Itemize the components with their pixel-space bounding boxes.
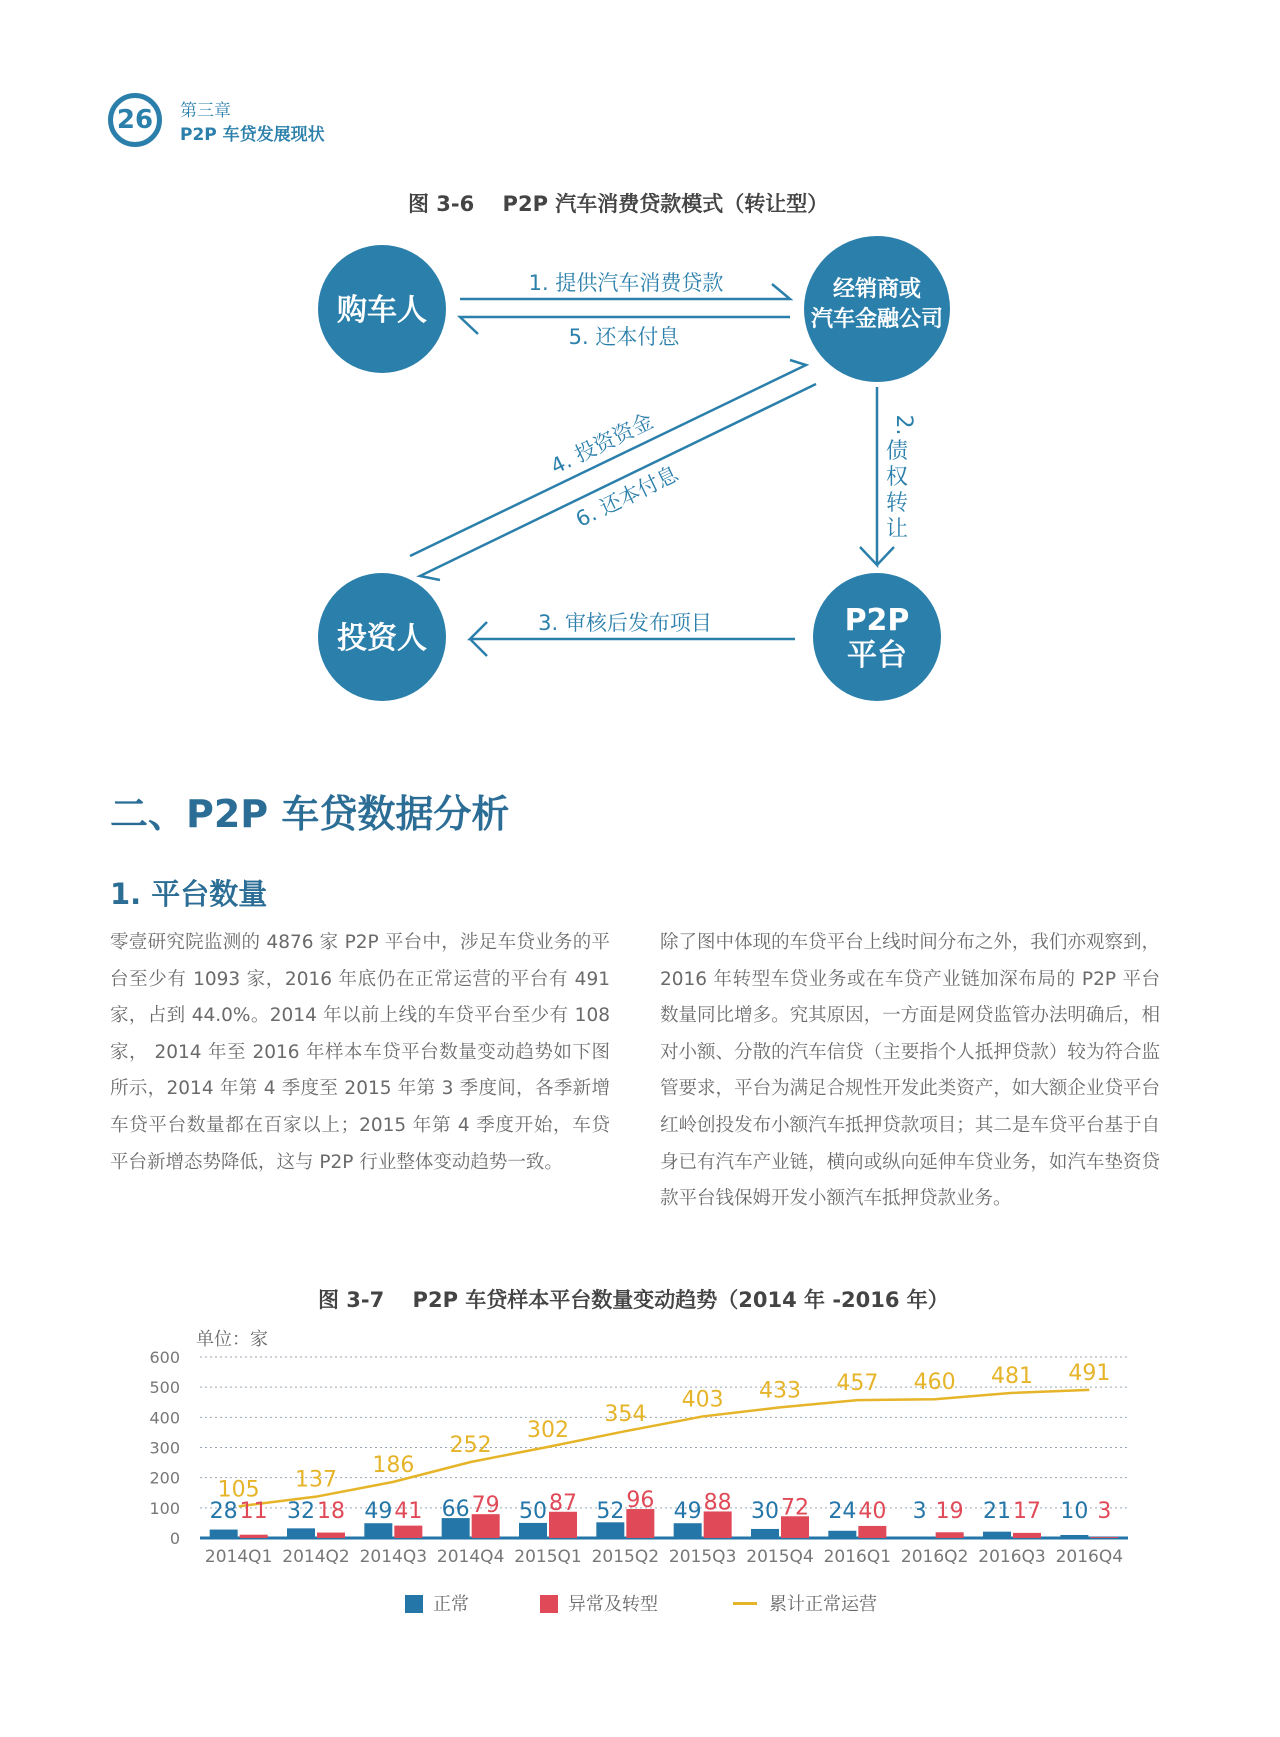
arrow-6-line [420, 384, 816, 580]
x-tick-2015Q1: 2015Q1 [514, 1547, 582, 1567]
bar-normal-2015Q2 [596, 1522, 624, 1538]
dealer-label-line1: 经销商或 [832, 277, 922, 302]
x-tick-2014Q3: 2014Q3 [359, 1547, 428, 1567]
chapter-label: 第三章 [180, 101, 231, 121]
y-tick-300: 300 [149, 1438, 180, 1458]
arrow-2-label-4: 让 [885, 517, 909, 542]
x-tick-2015Q4: 2015Q4 [746, 1547, 814, 1567]
chart-3-7 [149, 1329, 1128, 1567]
legend-item-cumulative [733, 1590, 877, 1616]
label-normal-2015Q2: 52 [596, 1499, 625, 1524]
label-cumulative-2015Q2: 354 [604, 1402, 647, 1428]
chart-y-ticks [149, 1348, 180, 1548]
chart-data-labels [210, 1361, 1112, 1524]
legend-swatch-normal [405, 1595, 423, 1613]
x-tick-2014Q2: 2014Q2 [282, 1547, 350, 1567]
bar-abnormal-2016Q1 [858, 1526, 886, 1538]
label-normal-2015Q4: 30 [751, 1499, 779, 1524]
sub-heading: 1. 平台数量 [110, 877, 268, 911]
legend-item-abnormal [540, 1590, 658, 1616]
bar-abnormal-2016Q3 [1013, 1533, 1041, 1538]
arrow-2-label-1: 债 [885, 439, 909, 464]
figure-3-7-caption: 图 3-7 P2P 车贷样本平台数量变动趋势（2014 年 -2016 年） [318, 1288, 949, 1312]
y-tick-100: 100 [149, 1498, 180, 1518]
label-cumulative-2016Q1: 457 [836, 1371, 879, 1397]
legend-label-normal: 正常 [433, 1594, 469, 1615]
bar-normal-2016Q2 [906, 1537, 934, 1538]
bar-abnormal-2014Q2 [317, 1533, 345, 1538]
arrow-3-head [470, 639, 487, 656]
bar-normal-2014Q1 [210, 1530, 238, 1538]
bar-normal-2015Q1 [519, 1523, 547, 1538]
label-normal-2016Q1: 24 [828, 1499, 857, 1524]
bar-normal-2016Q3 [983, 1532, 1011, 1538]
label-normal-2014Q2: 32 [287, 1499, 315, 1524]
x-tick-2016Q2: 2016Q2 [900, 1547, 969, 1567]
x-tick-2014Q4: 2014Q4 [436, 1547, 505, 1567]
arrow-2-label-2: 权 [885, 465, 909, 490]
bar-normal-2016Q4 [1060, 1535, 1088, 1538]
bar-abnormal-2014Q3 [394, 1526, 422, 1538]
label-abnormal-2016Q3: 17 [1013, 1499, 1041, 1524]
platform-label-line1: P2P [844, 603, 910, 638]
bar-normal-2014Q2 [287, 1528, 315, 1538]
arrow-2-line [860, 387, 877, 565]
legend-swatch-abnormal [540, 1595, 558, 1613]
y-tick-400: 400 [149, 1408, 180, 1428]
chart-x-ticks [205, 1547, 1123, 1567]
label-cumulative-2014Q4: 252 [449, 1432, 492, 1458]
chart-line [239, 1390, 1090, 1506]
x-tick-2016Q1: 2016Q1 [823, 1547, 892, 1567]
label-cumulative-2014Q1: 105 [217, 1477, 260, 1503]
y-tick-600: 600 [149, 1348, 180, 1367]
arrow-4-label: 4. 投资资金 [546, 408, 657, 479]
section-heading: 二、P2P 车贷数据分析 [110, 792, 510, 836]
label-normal-2015Q1: 50 [519, 1499, 547, 1524]
bar-abnormal-2014Q1 [240, 1535, 268, 1538]
label-cumulative-2014Q2: 137 [295, 1467, 337, 1493]
bar-normal-2014Q3 [364, 1523, 392, 1538]
label-cumulative-2015Q1: 302 [527, 1417, 569, 1443]
page-number-badge: 26 [108, 93, 162, 147]
arrow-2-label-3: 转 [885, 491, 909, 516]
label-abnormal-2016Q2: 19 [935, 1499, 964, 1524]
label-cumulative-2016Q4: 491 [1068, 1360, 1111, 1386]
y-tick-200: 200 [149, 1468, 180, 1488]
x-tick-2016Q4: 2016Q4 [1055, 1547, 1124, 1567]
label-normal-2016Q2: 3 [912, 1499, 927, 1524]
label-normal-2014Q1: 28 [209, 1499, 238, 1524]
paragraph-right: 除了图中体现的车贷平台上线时间分布之外，我们亦观察到，2016 年转型车贷业务或在车贷产业链加深布局的 P2P 平台数量同比增多。究其原因，一方面是网贷监管办法明确后，相对小额、分散的汽车信贷（主要指个人抵押贷款）较为符合监管要求，平台为满足合规性开发此类资产，如大额企业贷平台红岭创投发布小额汽车抵押贷款项目；其二是车贷平台基于自身已有汽车产业链，横向或纵向延伸车贷业务，如汽车垫资贷款平台钱保姆开发小额汽车抵押贷款业务。 [660, 932, 1160, 1210]
label-abnormal-2016Q1: 40 [858, 1499, 887, 1524]
bar-abnormal-2016Q2 [936, 1532, 964, 1538]
legend-label-cumulative: 累计正常运营 [769, 1594, 877, 1615]
x-tick-2016Q3: 2016Q3 [978, 1547, 1046, 1567]
arrow-6-label: 6. 还本付息 [571, 461, 682, 532]
label-normal-2014Q4: 66 [441, 1497, 470, 1523]
legend-swatch-cumulative [733, 1602, 757, 1605]
x-tick-2015Q3: 2015Q3 [668, 1547, 737, 1567]
label-abnormal-2014Q3: 41 [394, 1499, 423, 1524]
paragraph-left: 零壹研究院监测的 4876 家 P2P 平台中，涉足车贷业务的平台至少有 1093 家，2016 年底仍在正常运营的平台有 491 家，占到 44.0%。2014 年以前上线的车贷平台至少有 108 家， 2014 年至 2016 年样本车贷平台数量变动趋势如下图所示，2014 年第 4 季度至 2015 年第 3 季度间，各季新增车贷平台数量都在百家以上；2015 年第 4 季度开始，车贷平台新增态势降低，这与 P2P 行业整体变动趋势一致。 [110, 932, 610, 1173]
legend-item-normal [405, 1590, 469, 1616]
y-tick-500: 500 [149, 1378, 180, 1398]
label-normal-2015Q3: 49 [673, 1499, 702, 1524]
bar-abnormal-2015Q2 [626, 1509, 654, 1538]
label-abnormal-2014Q1: 11 [239, 1499, 268, 1524]
x-tick-2015Q2: 2015Q2 [591, 1547, 660, 1567]
label-cumulative-2016Q3: 481 [991, 1363, 1033, 1389]
label-abnormal-2015Q3: 88 [703, 1490, 732, 1516]
line-cumulative [239, 1390, 1090, 1506]
arrow-4-line [410, 360, 806, 556]
label-cumulative-2016Q2: 460 [913, 1370, 956, 1396]
label-abnormal-2015Q2: 96 [626, 1488, 655, 1514]
arrow-2-label-0: 2. [891, 414, 916, 436]
dealer-label-line2: 汽车金融公司 [810, 307, 944, 332]
bar-normal-2015Q4 [751, 1529, 779, 1538]
chart-unit-label: 单位：家 [196, 1329, 268, 1350]
label-normal-2014Q3: 49 [364, 1499, 393, 1524]
bar-normal-2015Q3 [674, 1523, 702, 1538]
label-abnormal-2016Q4: 3 [1097, 1499, 1112, 1524]
label-abnormal-2014Q4: 79 [471, 1493, 500, 1519]
label-cumulative-2014Q3: 186 [372, 1452, 415, 1478]
bar-abnormal-2016Q4 [1090, 1537, 1118, 1538]
label-abnormal-2014Q2: 18 [317, 1499, 345, 1524]
arrow-2-head [877, 547, 894, 565]
label-normal-2016Q4: 10 [1060, 1499, 1089, 1524]
investor-label: 投资人 [337, 621, 427, 656]
y-tick-0: 0 [169, 1529, 180, 1548]
x-tick-2014Q1: 2014Q1 [204, 1547, 273, 1567]
label-cumulative-2015Q3: 403 [681, 1387, 724, 1413]
label-abnormal-2015Q1: 87 [549, 1490, 577, 1516]
platform-label-line2: 平台 [847, 638, 907, 673]
label-cumulative-2015Q4: 433 [759, 1378, 801, 1404]
bar-normal-2016Q1 [828, 1531, 856, 1538]
label-normal-2016Q3: 21 [983, 1499, 1011, 1524]
buyer-label: 购车人 [337, 293, 427, 328]
arrow-5-label: 5. 还本付息 [568, 325, 680, 349]
arrow-1-label: 1. 提供汽车消费贷款 [528, 271, 724, 295]
figure-3-6-caption: 图 3-6 P2P 汽车消费贷款模式（转让型） [408, 192, 829, 216]
arrow-3-label: 3. 审核后发布项目 [538, 611, 712, 635]
legend-label-abnormal: 异常及转型 [568, 1594, 658, 1615]
label-abnormal-2015Q4: 72 [781, 1495, 809, 1521]
chapter-title: P2P 车贷发展现状 [180, 125, 325, 145]
